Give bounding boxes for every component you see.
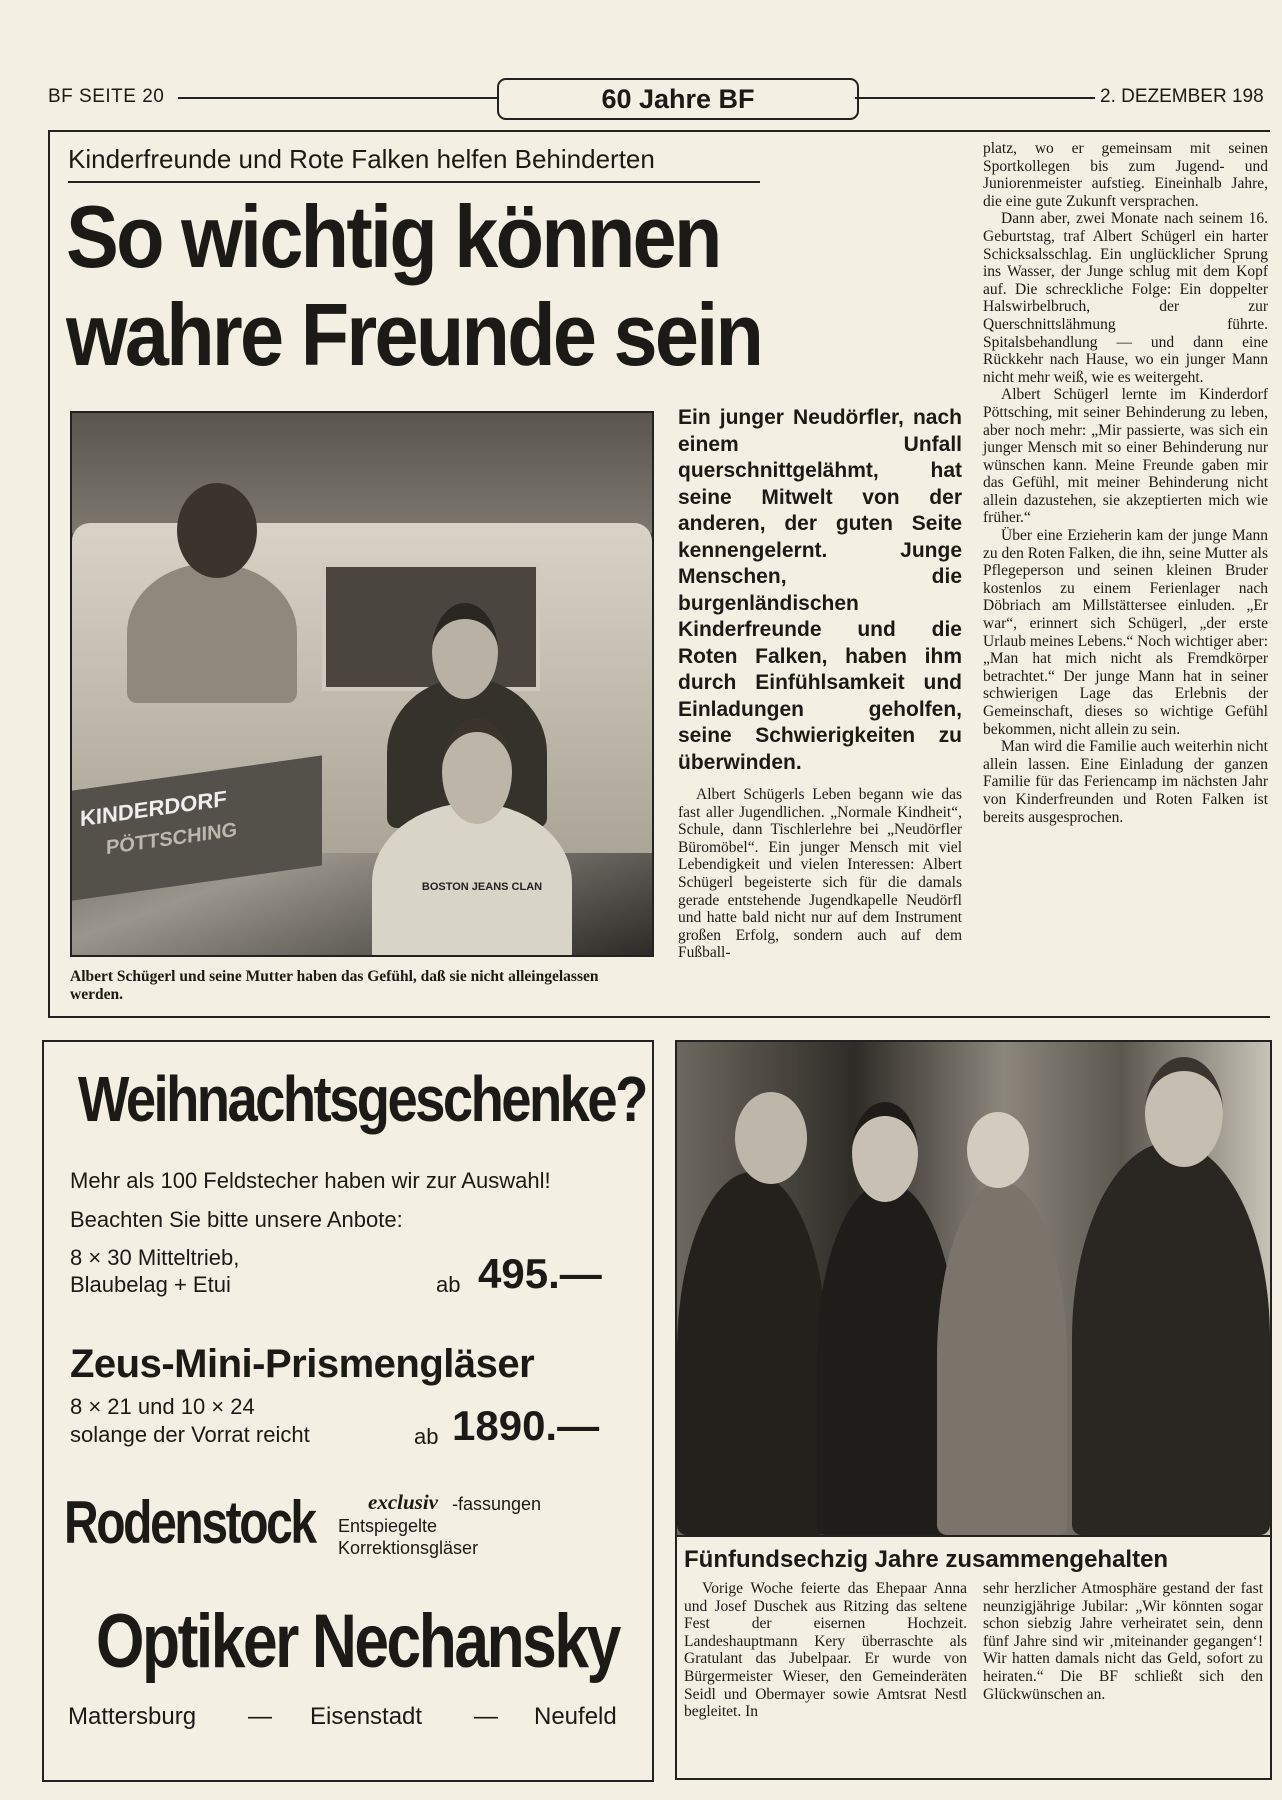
person-2-body xyxy=(817,1182,957,1535)
person-3-head xyxy=(967,1112,1029,1188)
shop-name: Optiker Nechansky xyxy=(96,1599,619,1684)
anniversary-photo xyxy=(675,1040,1272,1537)
paragraph: Vorige Woche feierte das Ehepaar Anna und Josef Duschek aus Ritzing das seltene Fest der eisernen Hochzeit. Landeshauptmann Kery überraschte als Gratulant das Jubelpaar. Er wurde von Bürgermeister Wieser, den Gemeinderäten Seidl und Obermayer sowie Amtsrat Nestl begleitet. In xyxy=(684,1580,967,1721)
city-neufeld: Neufeld xyxy=(534,1703,617,1730)
ad-item-1-line-2: Blaubelag + Etui xyxy=(70,1272,231,1297)
paragraph: Dann aber, zwei Monate nach seinem 16. Geburtstag, traf Albert Schügerl ein harter Schicksalsschlag. Ein unglücklicher Sprung ins Wasser, der Junge schlug mit dem Kopf auf. Die schreckliche Folge: Ein doppelter Halswirbelbruch, der zur Querschnittslähmung führte. Spitalsbehandlung — und dann eine Rückkehr nach Hause, wo ein junger Mann nicht mehr weiß, wie es weitergeht. xyxy=(983,210,1268,386)
headline-line-2: wahre Freunde sein xyxy=(66,285,762,384)
header-rule-left xyxy=(178,97,497,99)
article-2-title: Fünfundsechzig Jahre zusammengehalten xyxy=(684,1546,1169,1573)
issue-date: 2. DEZEMBER 198 xyxy=(1100,86,1264,107)
paragraph: sehr herzlicher Atmosphäre gestand der fast neunzigjährige Jubilar: „Wir könnten sogar schon siebzig Jahre verheiratet sein, denn fünf Jahre sind wir ‚miteinander gegangen‘! Wir hatten damals nicht das Geld, sofort zu heiraten.“ Die BF schließt sich den Glückwünschen an. xyxy=(983,1580,1263,1703)
city-eisenstadt: Eisenstadt xyxy=(310,1703,423,1730)
ad-price-prefix-2: ab xyxy=(414,1424,439,1449)
ad-line-2: Beachten Sie bitte unsere Anbote: xyxy=(70,1207,403,1232)
person-3-head xyxy=(442,718,512,824)
person-2-head xyxy=(852,1102,918,1202)
article-column-3 xyxy=(983,140,1268,826)
person-3-body xyxy=(937,1182,1067,1535)
person-2-head xyxy=(432,603,498,699)
exclusiv-script: exclusiv xyxy=(368,1490,438,1514)
paragraph: Man wird die Familie auch weiterhin nicht allein lassen. Eine Einladung der ganzen Familie für das Feriencamp im nächsten Jahr von Kinderfreunden und Roten Falken ist bereits ausgesprochen. xyxy=(983,738,1268,826)
korrektion-label: Korrektionsgläser xyxy=(338,1538,479,1558)
city-mattersburg: Mattersburg xyxy=(68,1703,197,1730)
article-lead: Ein junger Neudörfler, nach einem Unfall querschnittgelähmt, hat seine Mitwelt von der anderen, der guten Seite kennengelernt. Junge Menschen, die burgenländischen Kinderfreunde und die Roten Falken, haben ihm durch Einfühlsamkeit und Einladungen geholfen, seine Schwierigkeiten zu überwinden. xyxy=(678,406,962,774)
article-column-2 xyxy=(678,786,962,962)
van-lettering-1: KINDERDORF xyxy=(80,785,227,832)
photo-caption: Albert Schügerl und seine Mutter haben das Gefühl, daß sie nicht alleingelassen werden. xyxy=(70,968,599,1003)
ad-item-2-line-1: 8 × 21 und 10 × 24 xyxy=(70,1394,255,1419)
ad-title: Weihnachtsgeschenke? xyxy=(78,1063,646,1135)
person-3-body xyxy=(372,803,572,957)
headline-line-1: So wichtig können xyxy=(66,187,720,286)
person-1-body xyxy=(127,563,297,703)
person-1-head xyxy=(735,1092,807,1184)
article-2-column-1 xyxy=(684,1580,967,1721)
section-title: 60 Jahre BF xyxy=(497,78,859,120)
fassungen-label: -fassungen xyxy=(452,1494,542,1514)
separator-dash: — xyxy=(248,1703,272,1730)
ad-heading-2: Zeus-Mini-Prismengläser xyxy=(70,1342,535,1386)
paragraph: Albert Schügerls Leben begann wie das fast aller Jugendlichen. „Normale Kindheit“, Schule, dann Tischlerlehre bei „Neudörfler Büromöbel“. Ein junger Mensch mit viel Lebendigkeit und vielen Interessen: Albert Schügerl begeisterte sich für die damals gerade entstehende Jugendkapelle Neudörfl und hatte bald nicht nur auf dem Instrument großen Erfolg, sondern auch auf dem Fußball- xyxy=(678,786,962,962)
article-kicker: Kinderfreunde und Rote Falken helfen Behinderten xyxy=(68,144,760,183)
shirt-lettering: BOSTON JEANS CLAN xyxy=(421,881,543,893)
ad-price-2: 1890.— xyxy=(452,1402,600,1449)
person-4-body xyxy=(1072,1142,1270,1535)
article-headline xyxy=(66,188,786,384)
ad-line-1: Mehr als 100 Feldstecher haben wir zur Auswahl! xyxy=(70,1168,551,1193)
article-photo xyxy=(70,411,654,957)
van-lettering-2: PÖTTSCHING xyxy=(106,818,238,860)
photo-roof xyxy=(72,413,652,533)
ad-item-2-line-2: solange der Vorrat reicht xyxy=(70,1422,310,1447)
header-rule-right xyxy=(855,97,1095,99)
ad-item-1-line-1: 8 × 30 Mitteltrieb, xyxy=(70,1245,240,1270)
entspiegelte-label: Entspiegelte xyxy=(338,1516,438,1536)
ad-price-prefix-1: ab xyxy=(436,1272,461,1297)
paragraph: platz, wo er gemeinsam mit seinen Sportkollegen bis zum Jugend- und Juniorenmeister aufstieg. Eineinhalb Jahre, die eine gute Zukunft versprachen. xyxy=(983,140,1268,210)
person-1-body xyxy=(677,1172,827,1535)
article-2-column-2 xyxy=(983,1580,1263,1703)
paragraph: Über eine Erzieherin kam der junge Mann zu den Roten Falken, die ihn, seine Mutter als Pflegeperson und seinen kleinen Bruder kostenlos zu einem Ferienlager nach Döbriach am Millstättersee einluden. „Er war“, erinnert sich Schügerl, „der erste Urlaub meines Lebens.“ Noch wichtiger aber: „Man hat mich nicht als Fremdkörper betrachtet.“ Der junge Mann hat in seiner schwierigen Lage das Erlebnis der Gemeinschaft, dieses so wichtige Gefühl bekommen, nicht allein zu sein. xyxy=(983,527,1268,738)
photo-van-window xyxy=(322,563,540,691)
paragraph: Albert Schügerl lernte im Kinderdorf Pöttsching, mit seiner Behinderung zu leben, aber noch mehr: „Mir passierte, was sich ein junger Mensch mit so einer Behinderung nur wünschen kann. Meine Freunde gaben mir das Gefühl, mit meiner Behinderung nicht allein dazustehen, sie akzeptierten mich wie früher.“ xyxy=(983,386,1268,527)
ad-price-1: 495.— xyxy=(478,1250,602,1297)
person-4-head xyxy=(1145,1057,1223,1167)
brand-logo-rodenstock: Rodenstock xyxy=(64,1489,315,1556)
separator-dash: — xyxy=(474,1703,498,1730)
person-1-head xyxy=(177,483,257,578)
page-number: BF SEITE 20 xyxy=(48,86,165,107)
